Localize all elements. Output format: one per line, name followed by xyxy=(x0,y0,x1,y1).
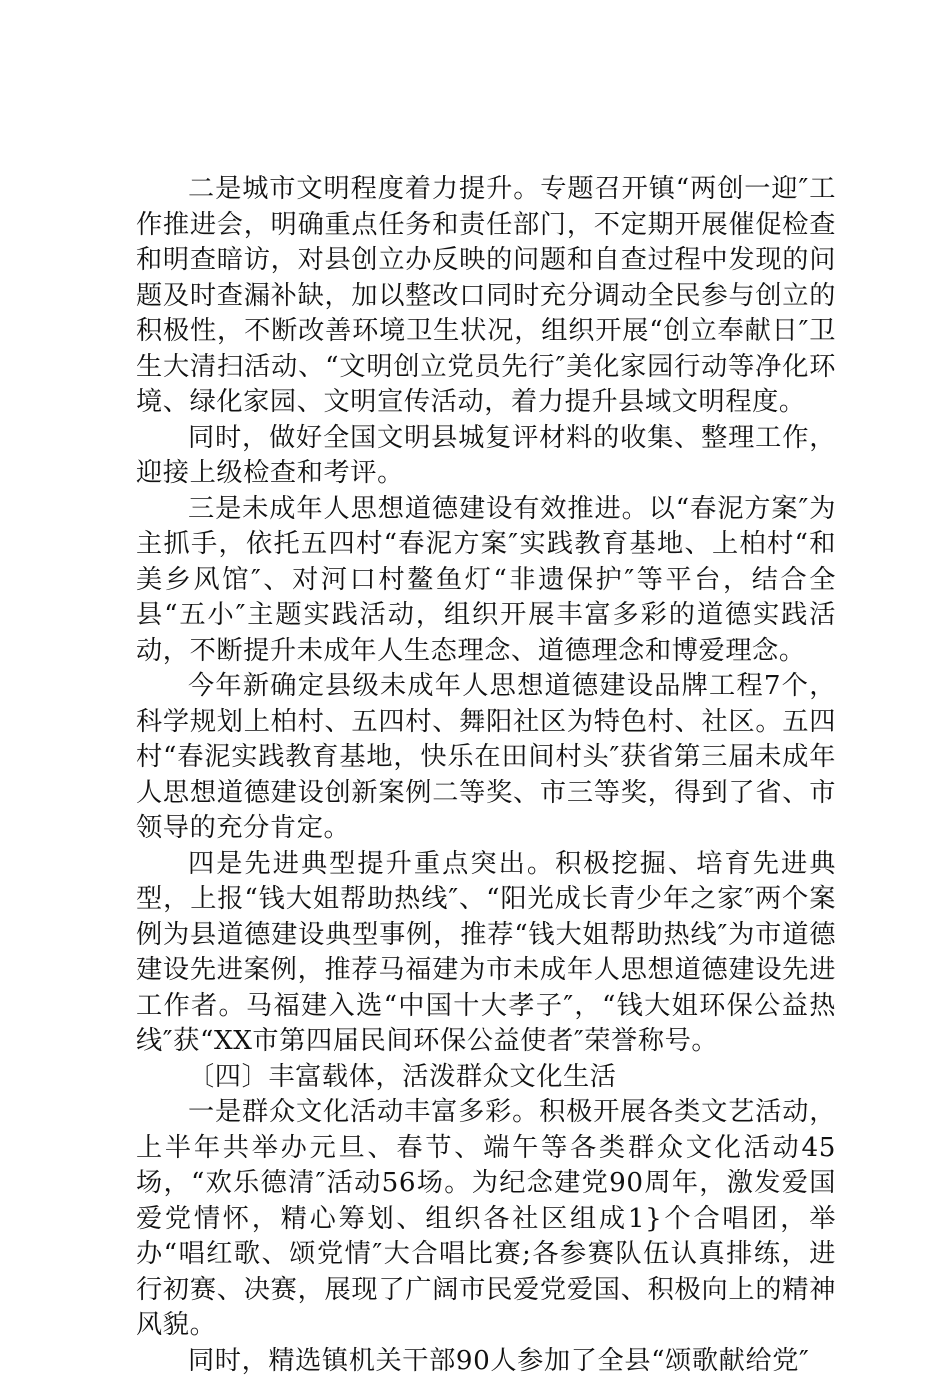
paragraph-minors-moral-education: 三是未成年人思想道德建设有效推进。以“春泥方案″为主抓手，依托五四村“春泥方案″实践教育基地、上柏村“和美乡风馆″、对河口村鳌鱼灯“非遗保护″等平台，结合全县“五小″主题实践活动，组织开展丰富多彩的道德实践活动，不断提升未成年人生态理念、道德理念和博爱理念。 xyxy=(136,492,836,670)
paragraph-advanced-models: 四是先进典型提升重点突出。积极挖掘、培育先进典型，上报“钱大姐帮助热线″、“阳光成长青少年之家″两个案例为县道德建设典型事例，推荐“钱大姐帮助热线″为市道德建设先进案例，推荐马福建为市未成年人思想道德建设先进工作者。马福建入选“中国十大孝子″，“钱大姐环保公益热线″获“XX市第四届民间环保公益使者″荣誉称号。 xyxy=(136,847,836,1060)
paragraph-cadres-participation: 同时，精选镇机关干部90人参加了全县“颂歌献给党″ xyxy=(136,1344,836,1379)
paragraph-brand-projects: 今年新确定县级未成年人思想道德建设品牌工程7个，科学规划上柏村、五四村、舞阳社区为特色村、社区。五四村“春泥实践教育基地，快乐在田间村头″获省第三届未成年人思想道德建设创新案例二等奖、市三等奖，得到了省、市领导的充分肯定。 xyxy=(136,669,836,847)
paragraph-city-civilization: 二是城市文明程度着力提升。专题召开镇“两创一迎″工作推进会，明确重点任务和责任部门，不定期开展催促检查和明查暗访，对县创立办反映的问题和自查过程中发现的问题及时查漏补缺，加以整改口同时充分调动全民参与创立的积极性，不断改善环境卫生状况，组织开展“创立奉献日″卫生大清扫活动、“文明创立党员先行″美化家园行动等净化环境、绿化家园、文明宣传活动，着力提升县域文明程度。 xyxy=(136,172,836,421)
paragraph-cultural-activities: 一是群众文化活动丰富多彩。积极开展各类文艺活动，上半年共举办元旦、春节、端午等各类群众文化活动45场，“欢乐德清″活动56场。为纪念建党90周年，激发爱国爱党情怀，精心筹划、组织各社区组成1}个合唱团，举办“唱红歌、颂党情″大合唱比赛;各参赛队伍认真排练，进行初赛、决赛，展现了广阔市民爱党爱国、积极向上的精神风貌。 xyxy=(136,1095,836,1344)
document-body xyxy=(136,172,836,1379)
paragraph-review-materials: 同时，做好全国文明县城复评材料的收集、整理工作，迎接上级检查和考评。 xyxy=(136,421,836,492)
section-heading-culture: 〔四〕丰富载体，活泼群众文化生活 xyxy=(136,1060,836,1096)
